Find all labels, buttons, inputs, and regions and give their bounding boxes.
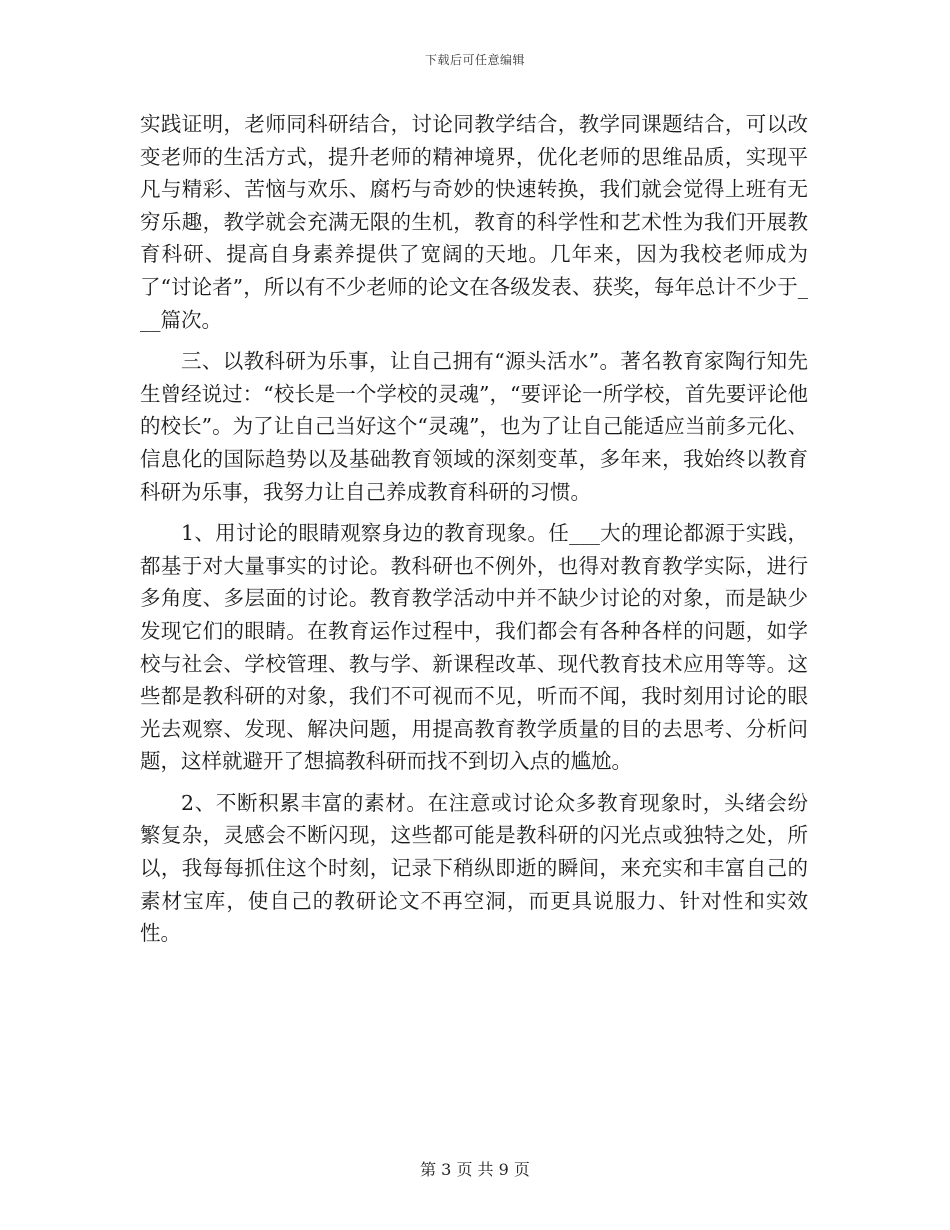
paragraph-3: 1、用讨论的眼睛观察身边的教育现象。任___大的理论都源于实践，都基于对大量事实的讨论。教科研也不例外，也得对教育教学实际，进行多角度、多层面的讨论。教育教学活动中并不缺少讨论的对象，而是缺少发现它们的眼睛。在教育运作过程中，我们都会有各种各样的问题，如学校与社会、学校管理、教与学、新课程改革、现代教育技术应用等等。这些都是教科研的对象，我们不可视而不见，听而不闻，我时刻用讨论的眼光去观察、发现、解决问题，用提高教育教学质量的目的去思考、分析问题，这样就避开了想搞教科研而找不到切入点的尴尬。 [140, 521, 808, 774]
paragraph-4: 2、不断积累丰富的素材。在注意或讨论众多教育现象时，头绪会纷繁复杂，灵感会不断闪现，这些都可能是教科研的闪光点或独特之处，所以，我每每抓住这个时刻，记录下稍纵即逝的瞬间，来充实和丰富自己的素材宝库，使自己的教研论文不再空洞，而更具说服力、针对性和实效性。 [140, 790, 808, 946]
paragraph-1: 实践证明，老师同科研结合，讨论同教学结合，教学同课题结合，可以改变老师的生活方式，提升老师的精神境界，优化老师的思维品质，实现平凡与精彩、苦恼与欢乐、腐朽与奇妙的快速转换，我们就会觉得上班有无穷乐趣，教学就会充满无限的生机，教育的科学性和艺术性为我们开展教育科研、提高自身素养提供了宽阔的天地。几年来，因为我校老师成为了“讨论者”，所以有不少老师的论文在各级发表、获奖，每年总计不少于___篇次。 [140, 112, 808, 332]
document-body [140, 108, 808, 959]
page-number-footer: 第 3 页 共 9 页 [420, 1160, 530, 1179]
page-header: 下载后可任意编辑 [424, 53, 525, 67]
paragraph-2: 三、以教科研为乐事，让自己拥有“源头活水”。著名教育家陶行知先生曾经说过：“校长是一个学校的灵魂”，“要评论一所学校，首先要评论他的校长”。为了让自己当好这个“灵魂”，也为了让自己能适应当前多元化、信息化的国际趋势以及基础教育领域的深刻变革，多年来，我始终以教育科研为乐事，我努力让自己养成教育科研的习惯。 [140, 349, 808, 504]
